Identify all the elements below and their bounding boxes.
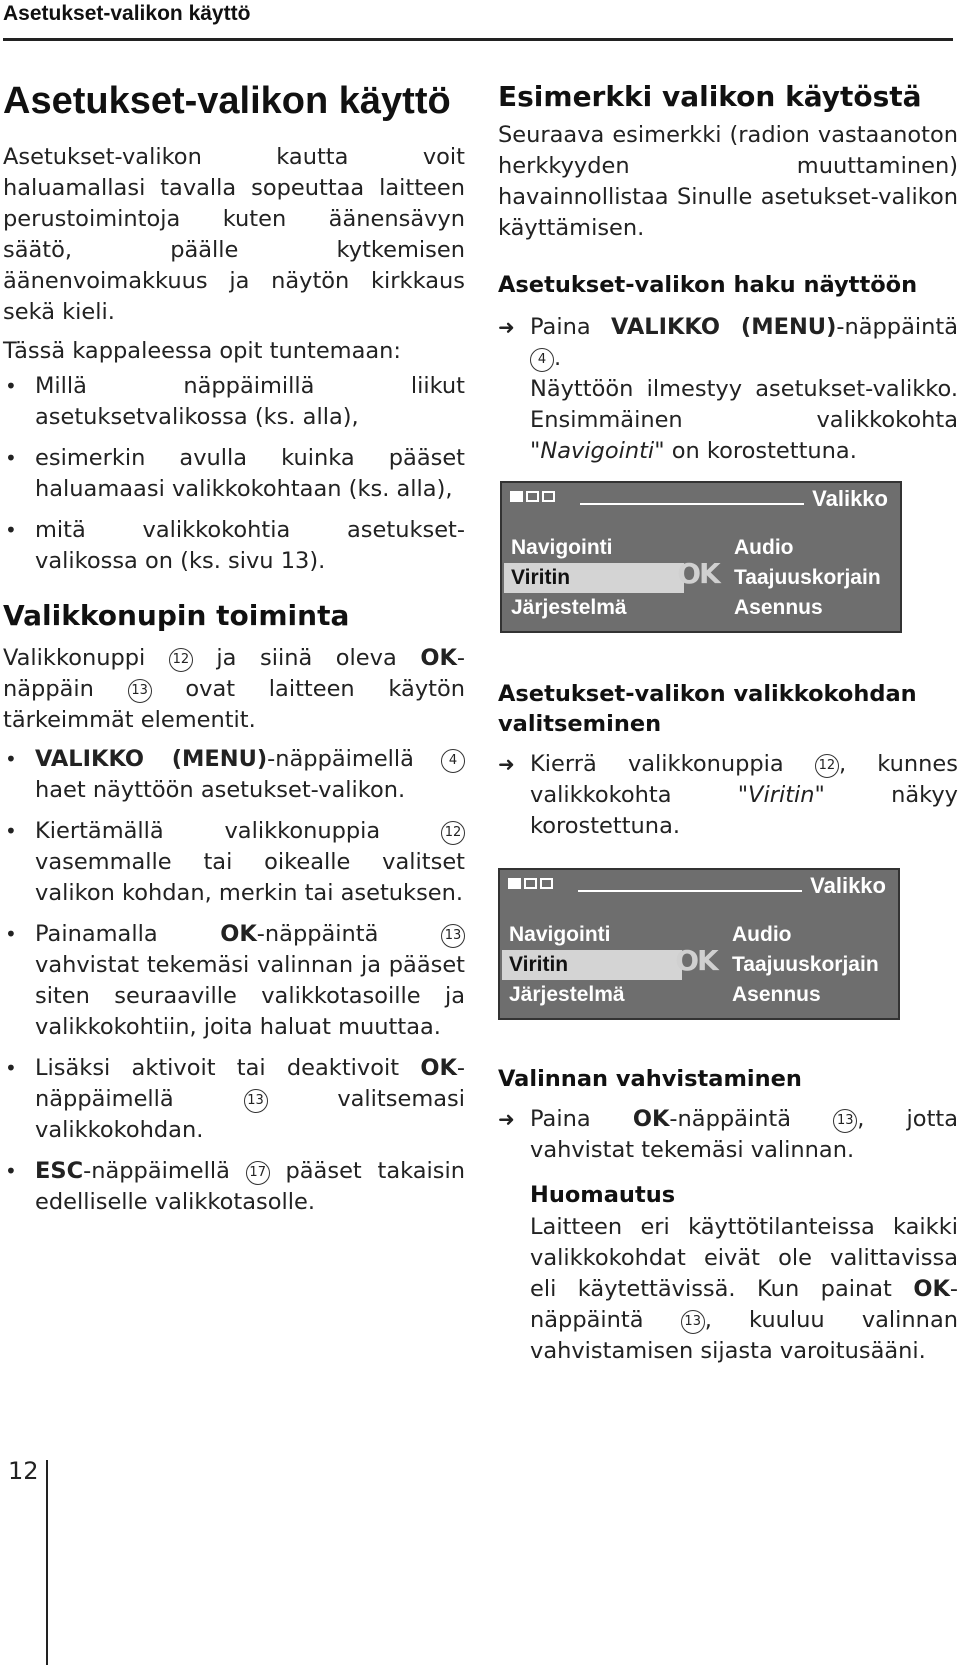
screen-item-right: Audio [734,536,794,559]
valikkonuppi-paragraph: Valikkonuppi 12 ja siinä oleva OK-näppäin 13 ovat laitteen käytön tärkeimmät elementit. [3,645,466,733]
key-number-badge: 12 [169,648,193,672]
note-title: Huomautus [530,1182,676,1208]
list-item: • ESC-näppäimellä 17 pääset takaisin edelliselle valikkotasolle. [3,1156,465,1218]
menu-display-screen [500,481,902,633]
screen-item-left: Navigointi [509,923,611,946]
list-item: • VALIKKO (MENU)-näppäimellä 4 haet näyttöön asetukset-valikon. [3,744,465,806]
section-heading-example: Esimerkki valikon käytöstä [498,80,922,113]
screen-item-right: Asennus [732,983,821,1006]
ok-logo: OK [677,557,719,590]
key-number-badge: 13 [441,924,465,948]
key-number-badge: 17 [246,1161,270,1185]
list-item: • Painamalla OK-näppäintä 13 vahvistat tekemäsi valinnan ja pääset siten seuraaville valikkotasoille ja valikkokohtiin, joita haluat muuttaa. [3,919,465,1043]
intro-paragraph: Asetukset-valikon kautta voit haluamallasi tavalla sopeuttaa laitteen perustoimintoja kuten äänensävyn säätö, päälle kytkemisen äänenvoimakkuus ja näytön kirkkaus sekä kieli. [3,144,465,325]
screen-item-right: Asennus [734,596,823,619]
note-box [498,1180,958,1367]
screen-item-left: Järjestelmä [509,983,625,1006]
section-heading-valikkonuppi: Valikkonupin toiminta [3,599,350,632]
screen-item-left: Järjestelmä [511,596,627,619]
arrow-icon: ➜ [498,315,515,339]
arrow-icon: ➜ [498,1107,515,1131]
controls-list [3,744,465,1218]
header-rule [3,38,953,41]
list-item: • Kiertämällä valikkonuppia 12 vasemmalle tai oikealle valitset valikon kohdan, merkin tai asetuksen. [3,816,465,909]
key-number-badge: 12 [441,821,465,845]
running-header: Asetukset-valikon käyttö [3,2,251,25]
key-number-badge: 13 [128,679,152,703]
instruction-step: ➜ Paina OK-näppäintä 13 , jotta vahvistat tekemäsi valinnan. [498,1106,959,1163]
ok-logo: OK [675,944,717,977]
screen-item-left-selected: Viritin [511,566,571,589]
subheading-confirm: Valinnan vahvistaminen [498,1066,802,1092]
right-column [498,80,958,1375]
screen-title: Valikko [812,486,888,511]
list-item: • mitä valikkokohtia asetukset-valikossa on (ks. sivu 13). [3,515,465,577]
page-title: Asetukset-valikon käyttö [3,80,451,122]
screen-item-right: Taajuuskorjain [732,953,879,976]
arrow-icon: ➜ [498,752,515,776]
key-number-badge: 4 [441,749,465,773]
instruction-step: ➜ Kierrä valikkonuppia 12 , kunnes valikkokohta "Viritin" näkyy korostettuna. [498,751,958,839]
screen-item-right: Taajuuskorjain [734,566,881,589]
instruction-result: Näyttöön ilmestyy asetukset-valikko. Ensimmäinen valikkokohta "Navigointi" on korostettuna. [530,376,958,464]
instruction-step: ➜ Paina VALIKKO (MENU)-näppäintä 4 . [498,314,958,371]
page-number: 12 [8,1457,39,1485]
list-item: • esimerkin avulla kuinka pääset haluamaasi valikkokohtaan (ks. alla), [3,443,465,505]
screen-title: Valikko [810,873,886,898]
example-intro: Seuraava esimerkki (radion vastaanoton herkkyyden muuttaminen) havainnollistaa Sinulle asetukset-valikon käyttämisen. [498,122,958,241]
list-item: • Millä näppäimillä liikut asetuksetvalikossa (ks. alla), [3,371,465,433]
subheading-select-item: Asetukset-valikon valikkokohdan valitseminen [498,681,917,737]
screen-item-left: Navigointi [511,536,613,559]
screen-item-right: Audio [732,923,792,946]
key-number-badge: 13 [681,1310,705,1334]
key-number-badge: 4 [530,348,554,372]
learn-intro: Tässä kappaleessa opit tuntemaan: [3,338,402,364]
screen-item-left-selected: Viritin [509,953,569,976]
key-number-badge: 13 [833,1109,857,1133]
key-number-badge: 13 [244,1089,268,1113]
menu-display-screen [498,868,900,1020]
left-column [3,78,465,1228]
subheading-menu-open: Asetukset-valikon haku näyttöön [498,272,918,298]
list-item: • Lisäksi aktivoit tai deaktivoit OK-näppäimellä 13 valitsemasi valikkokohdan. [3,1053,465,1146]
key-number-badge: 12 [815,754,839,778]
learn-list [3,371,465,577]
page-number-rule [46,1460,48,1665]
note-text: Laitteen eri käyttötilanteissa kaikki valikkokohdat eivät ole valittavissa eli käytettävissä. Kun painat OK-näppäintä 13 , kuuluu valinnan vahvistamisen sijasta varoitusääni. [530,1214,959,1364]
